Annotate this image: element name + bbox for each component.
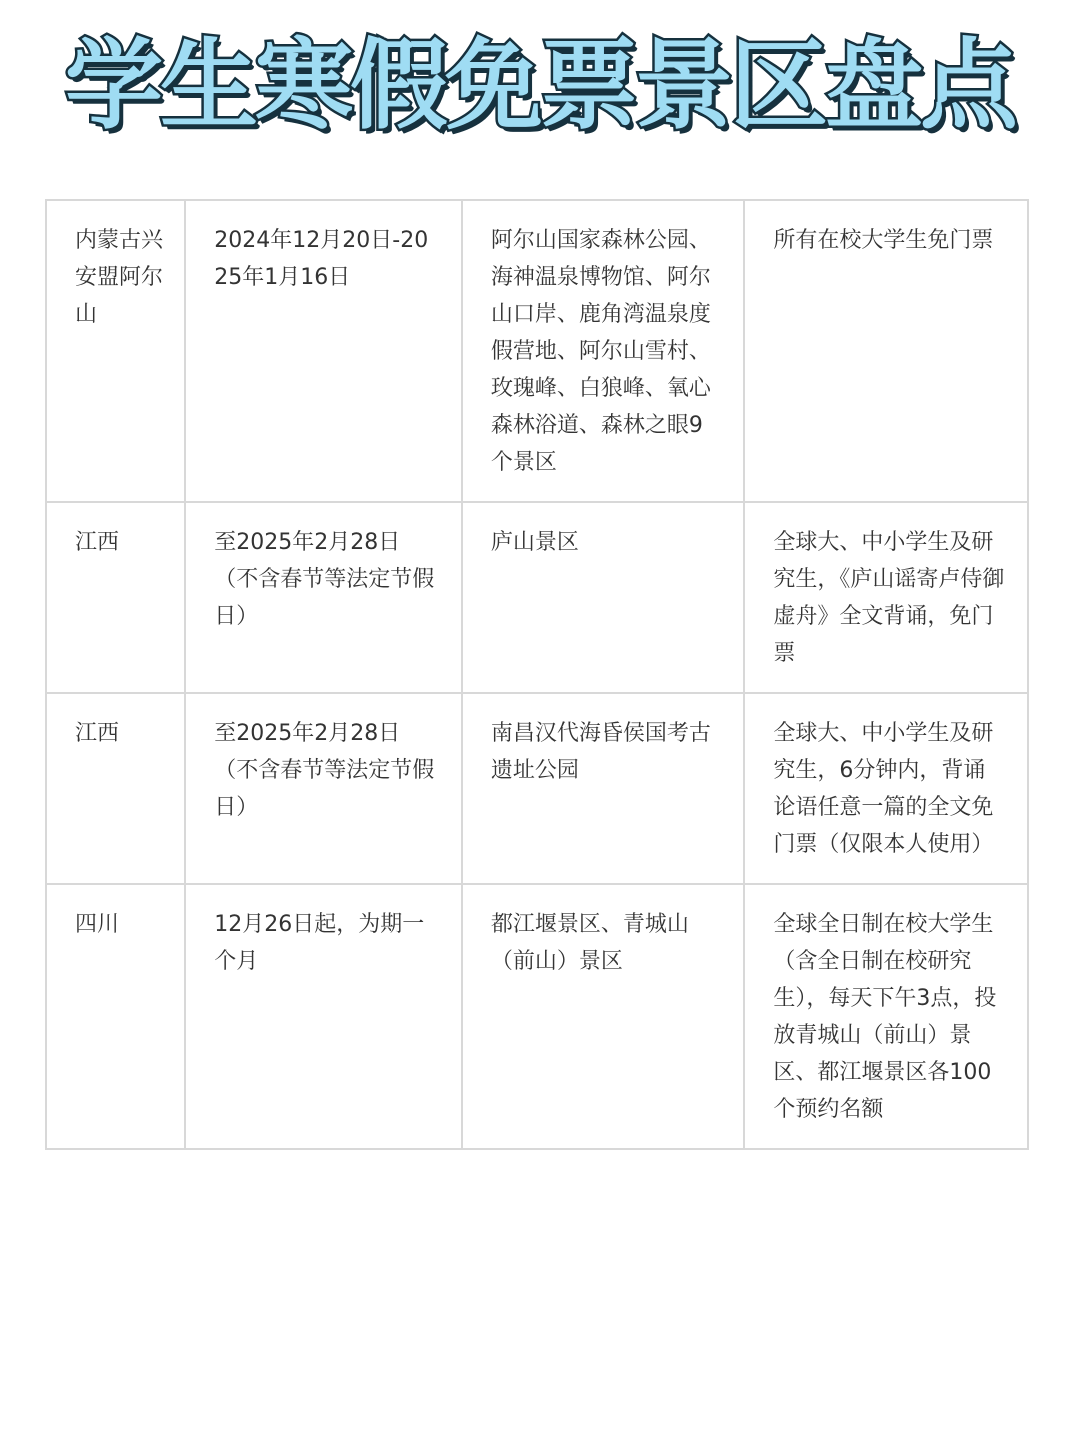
table-row xyxy=(46,884,1028,1149)
period-cell: 12月26日起，为期一个月 xyxy=(185,884,462,1149)
scenic-cell: 南昌汉代海昏侯国考古遗址公园 xyxy=(462,693,745,884)
period-cell: 至2025年2月28日（不含春节等法定节假日） xyxy=(185,693,462,884)
policy-cell: 全球大、中小学生及研究生，6分钟内，背诵论语任意一篇的全文免门票（仅限本人使用） xyxy=(744,693,1028,884)
table-row xyxy=(46,200,1028,502)
page-title: 学生寒假免票景区盘点 xyxy=(64,29,1015,143)
scenic-cell: 庐山景区 xyxy=(462,502,745,693)
scenic-free-ticket-table xyxy=(45,199,1029,1150)
table-row xyxy=(46,502,1028,693)
region-cell: 四川 xyxy=(46,884,185,1149)
region-cell: 江西 xyxy=(46,693,185,884)
policy-cell: 所有在校大学生免门票 xyxy=(744,200,1028,502)
region-cell: 江西 xyxy=(46,502,185,693)
policy-cell: 全球全日制在校大学生（含全日制在校研究生），每天下午3点，投放青城山（前山）景区、都江堰景区各100个预约名额 xyxy=(744,884,1028,1149)
policy-cell: 全球大、中小学生及研究生，《庐山谣寄卢侍御虚舟》全文背诵，免门票 xyxy=(744,502,1028,693)
table-row xyxy=(46,693,1028,884)
period-cell: 2024年12月20日-2025年1月16日 xyxy=(185,200,462,502)
scenic-cell: 都江堰景区、青城山（前山）景区 xyxy=(462,884,745,1149)
period-cell: 至2025年2月28日（不含春节等法定节假日） xyxy=(185,502,462,693)
region-cell: 内蒙古兴安盟阿尔山 xyxy=(46,200,185,502)
scenic-cell: 阿尔山国家森林公园、海神温泉博物馆、阿尔山口岸、鹿角湾温泉度假营地、阿尔山雪村、玫瑰峰、白狼峰、氧心森林浴道、森林之眼9个景区 xyxy=(462,200,745,502)
